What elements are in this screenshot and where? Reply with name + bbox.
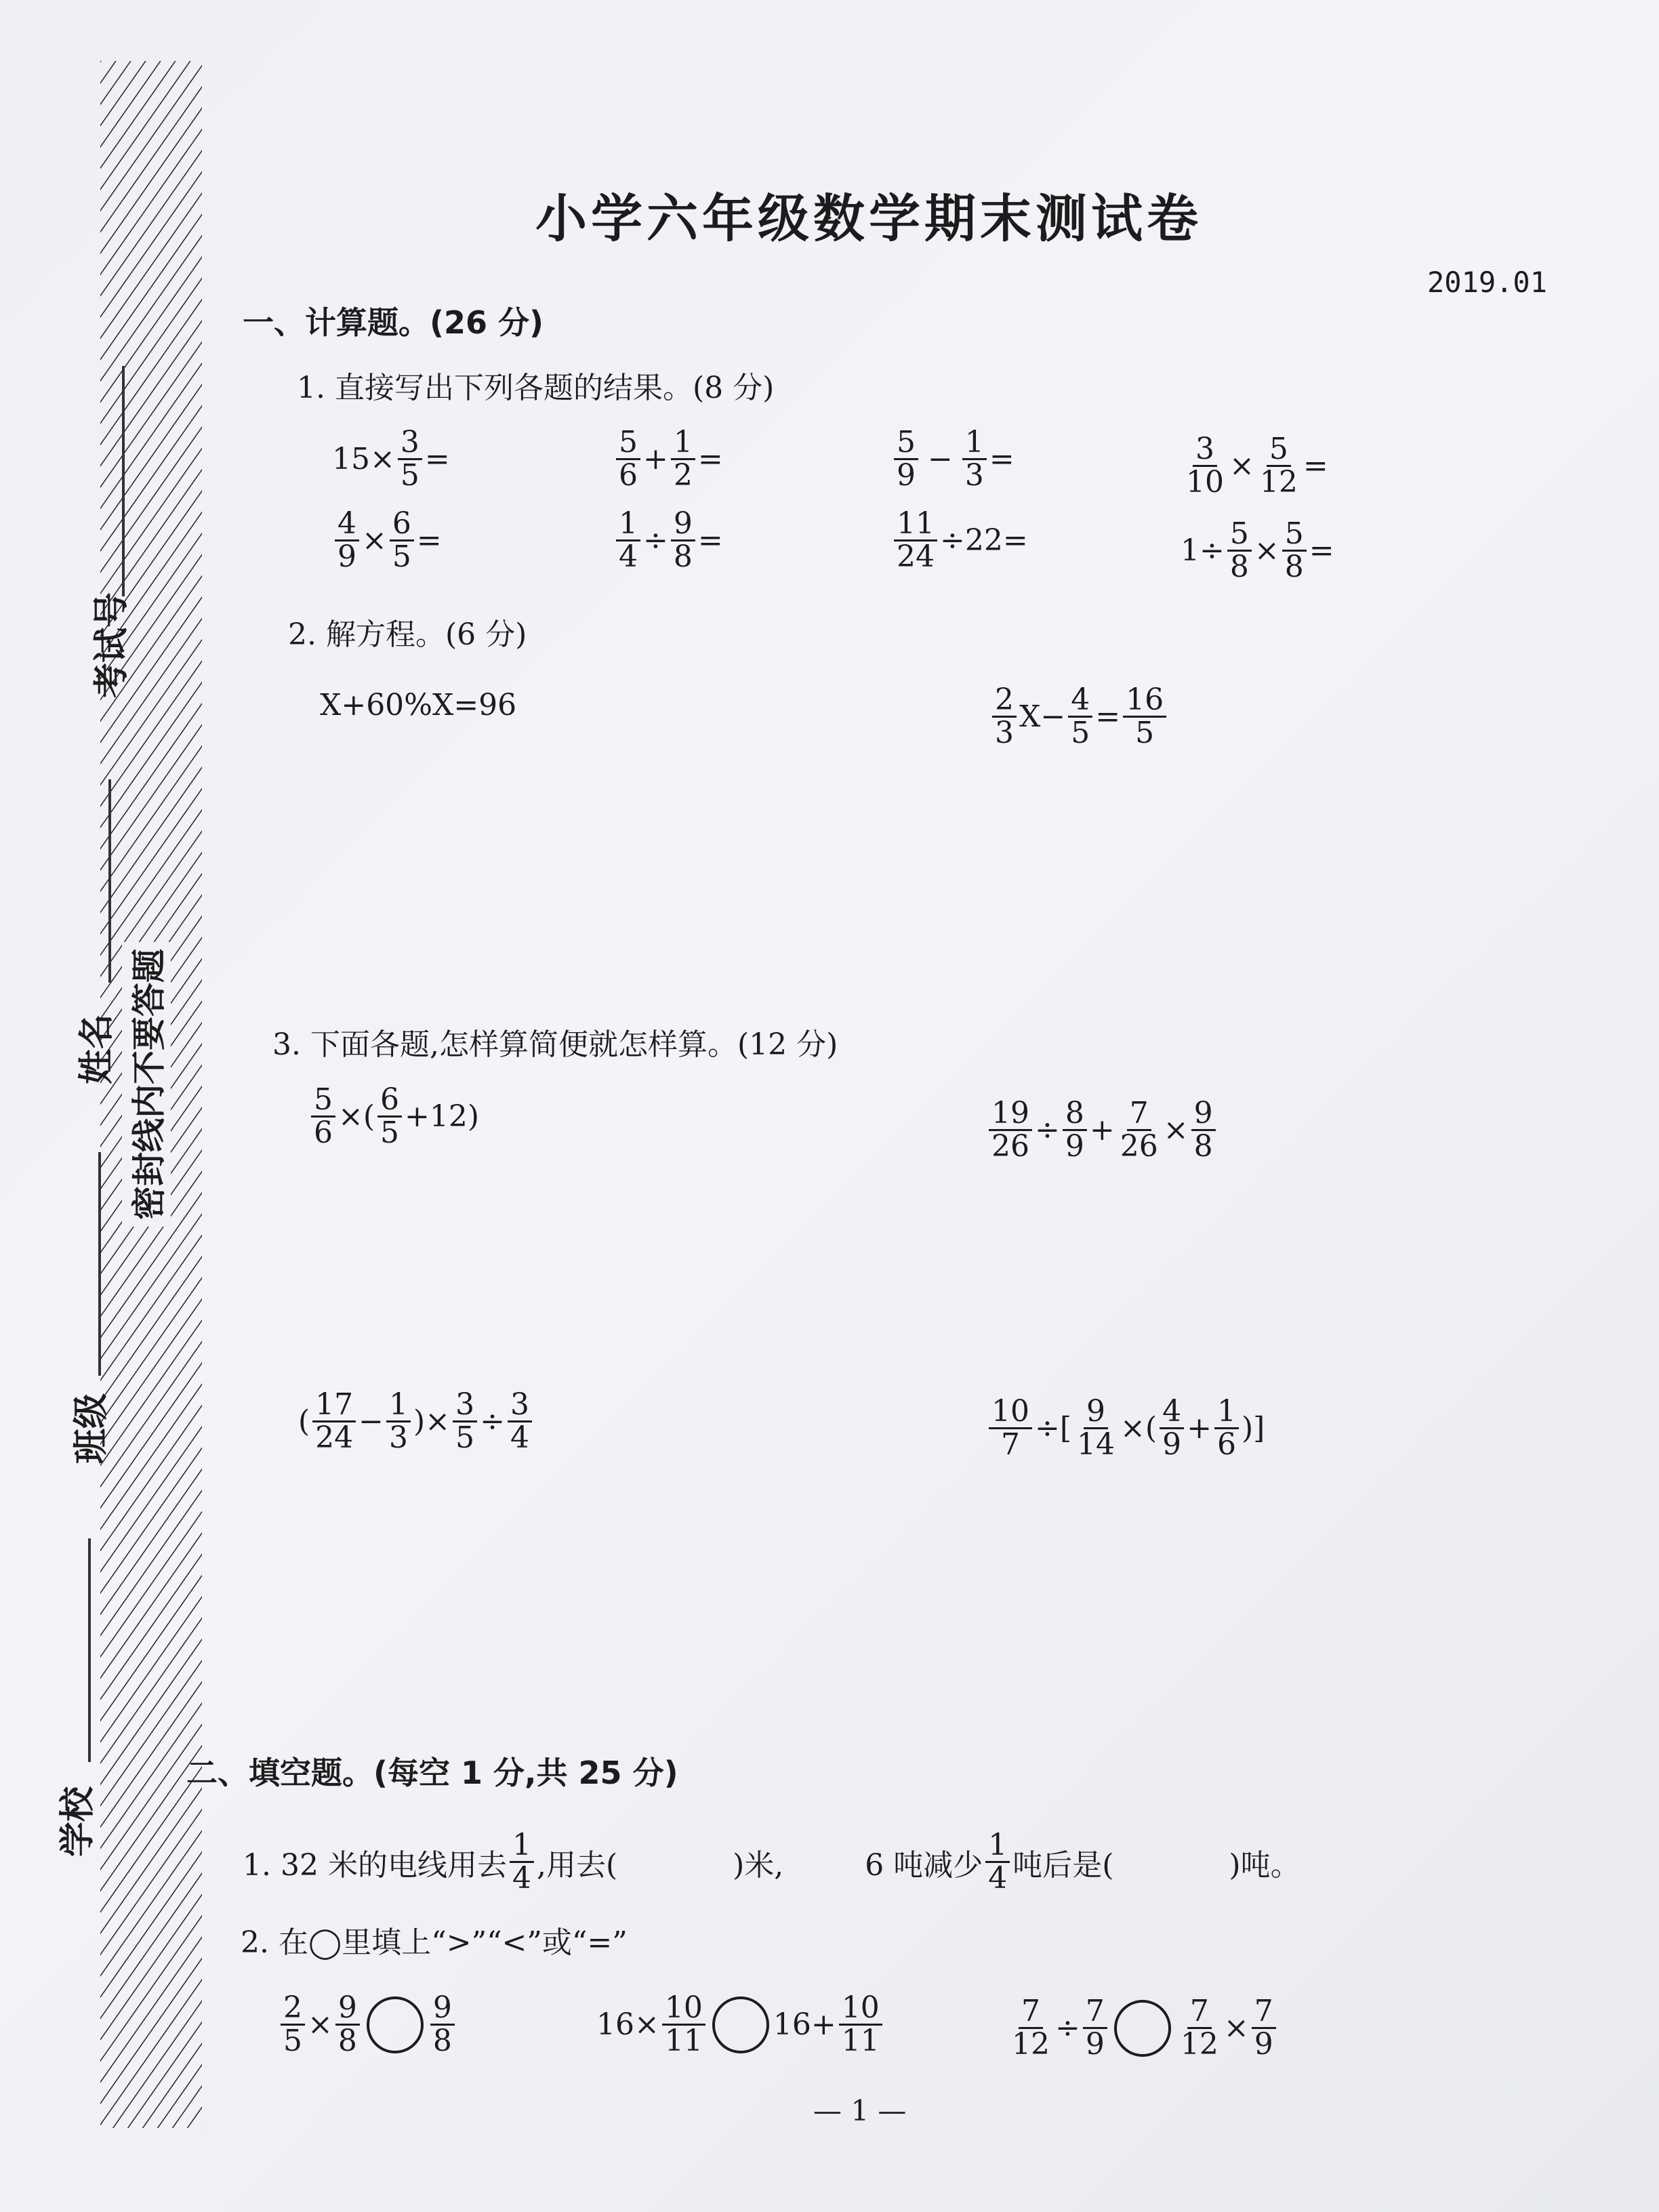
numerator: 3 — [453, 1389, 477, 1422]
plus: + — [1187, 1411, 1212, 1446]
numerator: 9 — [671, 508, 695, 541]
equals: = — [697, 523, 723, 558]
numerator: 5 — [616, 427, 640, 460]
text: X+60%X=96 — [320, 688, 517, 722]
fraction — [962, 427, 987, 491]
paren: ( — [363, 1099, 375, 1134]
denominator: 6 — [314, 1115, 333, 1151]
denominator: 9 — [1254, 2027, 1273, 2062]
number: 1 — [1181, 533, 1200, 569]
compare-3 — [1006, 1996, 1279, 2060]
q3-label: 3. 下面各题,怎样算简便就怎样算。(12 分) — [272, 1027, 838, 1062]
numerator: 3 — [1193, 434, 1217, 467]
times: × — [362, 523, 387, 558]
numerator: 5 — [894, 427, 918, 460]
numerator: 1 — [616, 508, 640, 541]
numerator: 8 — [1063, 1098, 1087, 1131]
fraction — [430, 1992, 455, 2057]
text: 15× — [332, 442, 395, 477]
bracket: )] — [1241, 1411, 1265, 1446]
numerator: 17 — [312, 1389, 356, 1422]
compare-circle[interactable] — [1114, 2000, 1171, 2057]
equals: = — [1303, 449, 1328, 484]
denominator: 4 — [510, 1420, 529, 1456]
numerator: 9 — [335, 1992, 360, 2026]
q2-label: 2. 解方程。(6 分) — [288, 617, 527, 652]
fraction — [1191, 1098, 1216, 1162]
denominator: 8 — [1284, 550, 1304, 585]
denominator: 5 — [380, 1115, 400, 1151]
class-underline — [98, 1152, 101, 1376]
fraction — [671, 427, 695, 491]
page-number: — 1 — — [813, 2094, 907, 2127]
denominator: 7 — [1001, 1427, 1020, 1462]
numerator: 1 — [962, 427, 987, 460]
page-title: 小学六年级数学期末测试卷 — [535, 188, 1202, 249]
fraction — [616, 508, 640, 573]
text: ,用去( — [536, 1847, 618, 1883]
bracket: [ — [1059, 1411, 1072, 1446]
fraction — [390, 508, 414, 573]
fraction — [398, 427, 422, 491]
exam-no-label: 考试号 — [91, 592, 132, 698]
compare-circle[interactable] — [367, 1996, 424, 2053]
denominator: 4 — [988, 1861, 1008, 1896]
denominator: 11 — [841, 2024, 880, 2059]
numerator: 7 — [1187, 1996, 1212, 2029]
numerator: 1 — [386, 1389, 411, 1422]
fraction — [1063, 1098, 1087, 1162]
seal-line-notice: 密封线内不要答题 — [122, 942, 171, 1227]
fraction — [894, 427, 918, 491]
simplify-2 — [986, 1098, 1218, 1162]
variable: X — [1019, 699, 1041, 735]
numerator: 5 — [1227, 518, 1252, 552]
times: × — [308, 2007, 333, 2043]
minus: − — [359, 1404, 384, 1439]
denominator: 5 — [1071, 716, 1090, 751]
plus: + — [1089, 1113, 1115, 1148]
denominator: 12 — [1259, 465, 1298, 500]
fraction — [894, 508, 937, 573]
numerator: 6 — [377, 1084, 402, 1118]
divide: ÷ — [940, 523, 965, 558]
text: 16× — [596, 2007, 659, 2043]
numerator: 3 — [398, 427, 422, 460]
fraction — [1118, 1098, 1161, 1162]
fraction — [992, 684, 1017, 749]
divide: ÷ — [1035, 1411, 1060, 1446]
equals: = — [1002, 523, 1028, 558]
class-label: 班级 — [71, 1393, 112, 1464]
fraction — [377, 1084, 402, 1149]
numerator: 16 — [1123, 684, 1166, 718]
times: × — [425, 1404, 451, 1439]
plus: + — [643, 442, 668, 477]
numerator: 7 — [1019, 1996, 1043, 2029]
simplify-4 — [986, 1396, 1265, 1460]
fraction — [616, 427, 640, 491]
equals: = — [989, 442, 1015, 477]
denominator: 9 — [1085, 2027, 1105, 2062]
numerator: 9 — [1084, 1396, 1108, 1429]
denominator: 9 — [1065, 1129, 1084, 1164]
denominator: 26 — [991, 1129, 1029, 1164]
denominator: 3 — [389, 1420, 409, 1456]
numerator: 10 — [839, 1992, 882, 2026]
denominator: 5 — [283, 2024, 302, 2059]
denominator: 8 — [432, 2024, 452, 2059]
compare-1 — [278, 1992, 457, 2057]
simplify-3 — [298, 1389, 535, 1454]
fraction — [453, 1389, 477, 1454]
name-underline — [108, 779, 111, 983]
name-label: 姓名 — [77, 1013, 117, 1084]
denominator: 12 — [1012, 2027, 1050, 2062]
fraction — [1083, 1996, 1107, 2060]
numerator: 1 — [671, 427, 695, 460]
numerator: 4 — [335, 508, 359, 541]
fraction — [989, 1098, 1032, 1162]
denominator: 6 — [619, 458, 638, 493]
expr-2 — [613, 427, 723, 491]
fraction — [1068, 684, 1092, 749]
fraction — [1183, 434, 1227, 498]
expr-1 — [332, 427, 450, 491]
fill-q1 — [243, 1830, 1300, 1894]
denominator: 26 — [1120, 1129, 1158, 1164]
times: × — [1223, 2011, 1249, 2046]
minus: − — [928, 442, 953, 477]
numerator: 2 — [281, 1992, 305, 2026]
numerator: 11 — [894, 508, 937, 541]
equation-1 — [320, 688, 516, 722]
denominator: 9 — [897, 458, 916, 493]
fraction — [1257, 434, 1300, 498]
expr-8 — [1181, 518, 1334, 583]
denominator: 5 — [455, 1420, 475, 1456]
numerator: 6 — [390, 508, 414, 541]
expr-4 — [1181, 434, 1328, 498]
numerator: 9 — [430, 1992, 455, 2026]
fraction — [671, 508, 695, 573]
numerator: 5 — [1282, 518, 1307, 552]
denominator: 3 — [964, 458, 984, 493]
denominator: 8 — [1193, 1129, 1213, 1164]
divide: ÷ — [1055, 2011, 1080, 2046]
fraction — [335, 1992, 360, 2057]
numerator: 10 — [989, 1396, 1032, 1429]
denominator: 3 — [995, 716, 1014, 751]
numerator: 9 — [1191, 1098, 1216, 1131]
fraction — [508, 1389, 532, 1454]
text: )米, — [733, 1847, 784, 1883]
fraction — [1252, 1996, 1276, 2060]
numerator: 3 — [508, 1389, 532, 1422]
divide: ÷ — [480, 1404, 505, 1439]
denominator: 5 — [1135, 716, 1155, 751]
denominator: 8 — [673, 539, 693, 575]
fraction — [1214, 1396, 1239, 1460]
q1-label: 1. 直接写出下列各题的结果。(8 分) — [297, 371, 775, 405]
denominator: 4 — [512, 1861, 531, 1896]
school-label: 学校 — [58, 1786, 98, 1857]
text: +12) — [405, 1099, 480, 1134]
number: 22 — [964, 523, 1003, 558]
section1-heading: 一、计算题。(26 分) — [243, 304, 544, 341]
numerator: 7 — [1127, 1098, 1151, 1131]
fraction — [1009, 1996, 1052, 2060]
fraction — [1227, 518, 1252, 583]
exam-no-underline — [122, 366, 125, 596]
fraction — [1160, 1396, 1184, 1460]
denominator: 4 — [619, 539, 638, 575]
fraction — [510, 1830, 534, 1894]
denominator: 8 — [1229, 550, 1249, 585]
compare-2 — [596, 1992, 885, 2057]
text: 1. 32 米的电线用去 — [243, 1847, 507, 1883]
denominator: 24 — [897, 539, 935, 575]
numerator: 2 — [992, 684, 1017, 718]
text: 吨后是( — [1012, 1847, 1114, 1883]
fraction — [312, 1389, 356, 1454]
denominator: 11 — [664, 2024, 703, 2059]
paren: ( — [1145, 1411, 1158, 1446]
denominator: 8 — [337, 2024, 357, 2059]
fraction — [989, 1396, 1032, 1460]
fraction — [839, 1992, 882, 2057]
fraction — [311, 1084, 335, 1149]
fraction — [335, 508, 359, 573]
equals: = — [1309, 533, 1334, 569]
numerator: 4 — [1068, 684, 1092, 718]
numerator: 10 — [662, 1992, 705, 2026]
numerator: 1 — [510, 1830, 534, 1863]
school-underline — [88, 1538, 91, 1762]
times: × — [1163, 1113, 1189, 1148]
denominator: 10 — [1186, 465, 1224, 500]
denominator: 5 — [400, 458, 419, 493]
numerator: 7 — [1083, 1996, 1107, 2029]
fraction — [1074, 1396, 1118, 1460]
numerator: 5 — [311, 1084, 335, 1118]
denominator: 9 — [337, 539, 356, 575]
numerator: 19 — [989, 1098, 1032, 1131]
denominator: 5 — [392, 539, 411, 575]
fraction — [1123, 684, 1166, 749]
divide: ÷ — [1200, 533, 1225, 569]
fraction — [985, 1830, 1010, 1894]
numerator: 4 — [1160, 1396, 1184, 1429]
times: × — [1254, 533, 1279, 569]
fill-q2-label: 2. 在◯里填上“>”“<”或“=” — [241, 1925, 628, 1960]
numerator: 7 — [1252, 1996, 1276, 2029]
fraction — [1178, 1996, 1221, 2060]
equation-2 — [989, 684, 1169, 749]
compare-circle[interactable] — [712, 1996, 769, 2053]
equals: = — [424, 442, 450, 477]
divide: ÷ — [1035, 1113, 1060, 1148]
paren: ) — [413, 1404, 426, 1439]
fraction — [662, 1992, 705, 2057]
times: × — [1229, 449, 1254, 484]
denominator: 14 — [1077, 1427, 1115, 1462]
fraction — [1282, 518, 1307, 583]
numerator: 5 — [1267, 434, 1291, 467]
paren: ( — [298, 1404, 310, 1439]
minus: − — [1040, 699, 1066, 735]
text: 6 吨减少 — [865, 1847, 983, 1883]
denominator: 12 — [1180, 2027, 1218, 2062]
expr-3 — [891, 427, 1015, 491]
equals: = — [697, 442, 723, 477]
expr-6 — [613, 508, 723, 573]
denominator: 9 — [1162, 1427, 1182, 1462]
divide: ÷ — [643, 523, 668, 558]
simplify-1 — [308, 1084, 479, 1149]
denominator: 6 — [1216, 1427, 1236, 1462]
numerator: 1 — [1214, 1396, 1239, 1429]
section2-heading: 二、填空题。(每空 1 分,共 25 分) — [186, 1755, 678, 1791]
numerator: 1 — [985, 1830, 1010, 1863]
text: 16+ — [773, 2007, 836, 2043]
times: × — [338, 1099, 363, 1134]
expr-7 — [891, 508, 1028, 573]
fraction — [386, 1389, 411, 1454]
denominator: 2 — [673, 458, 693, 493]
fraction — [281, 1992, 305, 2057]
expr-5 — [332, 508, 442, 573]
times: × — [1120, 1411, 1145, 1446]
equals: = — [1095, 699, 1121, 735]
equals: = — [416, 523, 442, 558]
denominator: 24 — [315, 1420, 354, 1456]
text: )吨。 — [1229, 1847, 1300, 1883]
exam-date: 2019.01 — [1427, 266, 1548, 299]
